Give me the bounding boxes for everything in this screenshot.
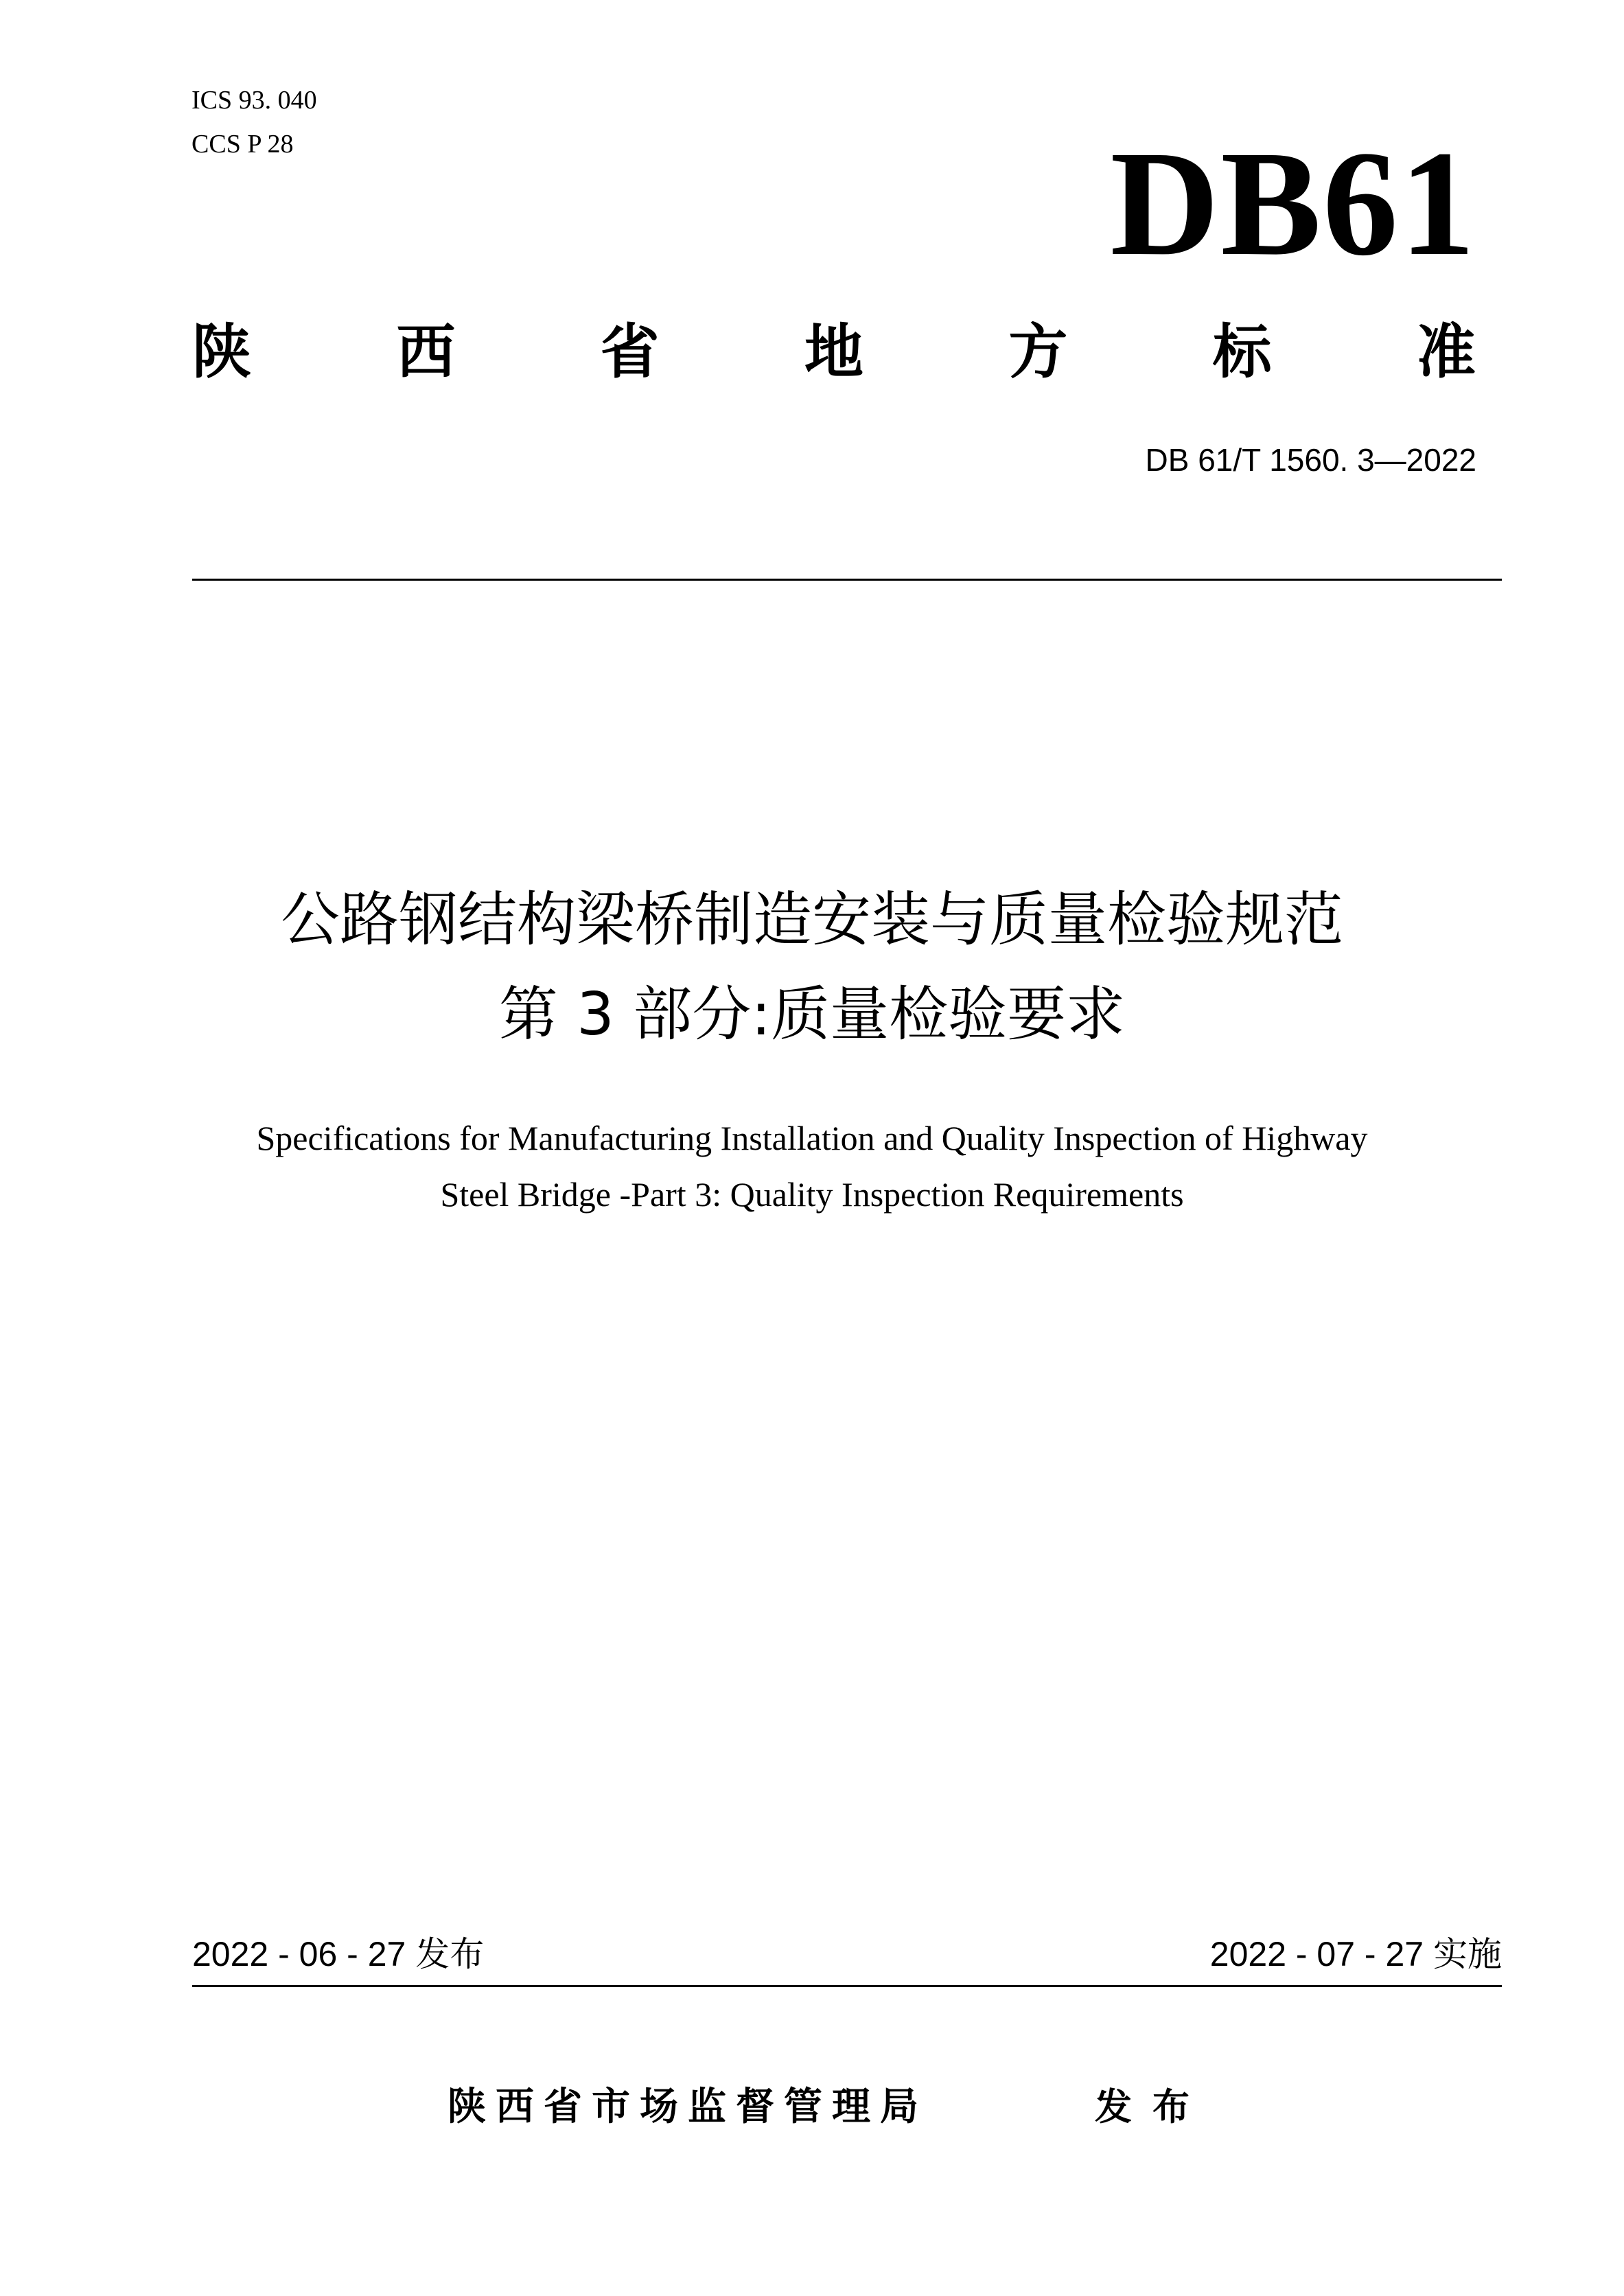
- standard-type-char: 地: [804, 318, 863, 386]
- standard-logo: DB61: [1110, 119, 1476, 287]
- standard-number: DB 61/T 1560. 3—2022: [1145, 442, 1476, 478]
- issuer-name: 陕西省市场监督管理局: [448, 2085, 928, 2129]
- publish-date-block: [192, 1930, 484, 1978]
- title-cn-line2: 第 3 部分:质量检验要求: [498, 980, 1126, 1049]
- header-divider: [192, 579, 1502, 581]
- issue-label: 发布: [1095, 2085, 1210, 2129]
- standard-type-heading: [192, 314, 1476, 390]
- standard-type-char: 方: [1008, 318, 1068, 386]
- implement-date-block: [1210, 1930, 1502, 1978]
- classification-codes: [192, 78, 317, 166]
- title-en-line2: Steel Bridge -Part 3: Quality Inspection Requirements: [440, 1175, 1184, 1214]
- ccs-code: CCS P 28: [192, 130, 294, 159]
- title-en-line1: Specifications for Manufacturing Installation and Quality Inspection of Highway: [256, 1119, 1368, 1157]
- publish-date: 2022 - 06 - 27: [192, 1935, 406, 1973]
- title-en: [0, 1110, 1624, 1222]
- implement-date: 2022 - 07 - 27: [1209, 1935, 1424, 1973]
- title-cn-line1: 公路钢结构梁桥制造安装与质量检验规范: [281, 885, 1343, 954]
- implement-label: 实施: [1433, 1934, 1502, 1974]
- standard-type-char: 准: [1416, 318, 1476, 386]
- standard-type-char: 陕: [192, 318, 251, 386]
- footer-divider: [192, 1985, 1502, 1987]
- standard-type-char: 标: [1212, 318, 1272, 386]
- standard-type-char: 省: [600, 318, 660, 386]
- ics-code: ICS 93. 040: [192, 86, 317, 115]
- publish-label: 发布: [415, 1934, 485, 1974]
- standard-type-char: 西: [396, 318, 456, 386]
